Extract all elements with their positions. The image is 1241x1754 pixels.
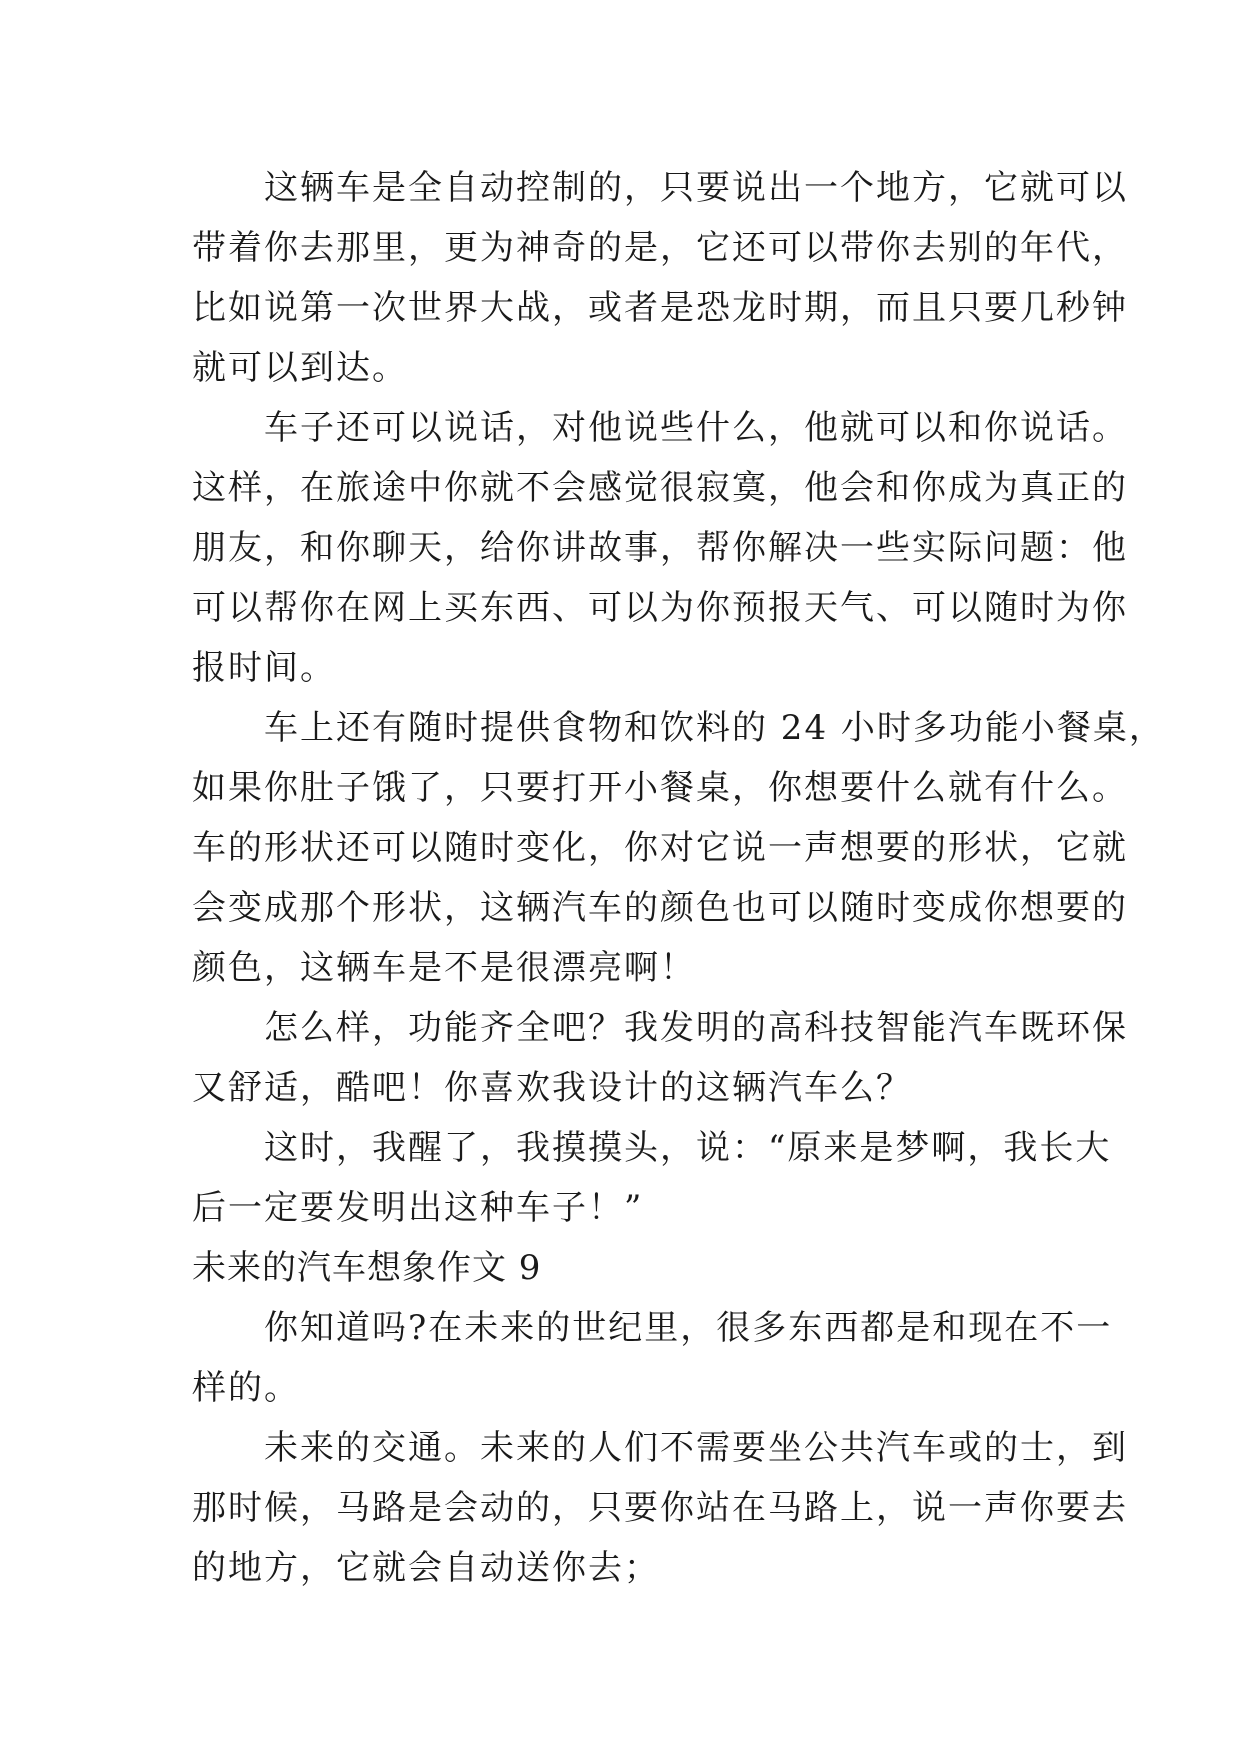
- text-line: 这辆车是全自动控制的，只要说出一个地方，它就可以: [192, 168, 1128, 208]
- text-line: 这样，在旅途中你就不会感觉很寂寞，他会和你成为真正的: [192, 468, 1128, 508]
- text-line: 你知道吗?在未来的世纪里，很多东西都是和现在不一: [192, 1308, 1113, 1348]
- text-line: 的地方，它就会自动送你去；: [192, 1548, 660, 1588]
- text-line: 车上还有随时提供食物和饮料的 24 小时多功能小餐桌，: [192, 708, 1165, 748]
- paragraph: [192, 158, 1128, 398]
- text-line: 带着你去那里，更为神奇的是，它还可以带你去别的年代，: [192, 228, 1128, 268]
- paragraph: [192, 1298, 1113, 1418]
- text-line: 又舒适，酷吧！你喜欢我设计的这辆汽车么？: [192, 1068, 912, 1108]
- text-line: 比如说第一次世界大战，或者是恐龙时期，而且只要几秒钟: [192, 288, 1128, 328]
- text-line: 那时候，马路是会动的，只要你站在马路上，说一声你要去: [192, 1488, 1128, 1528]
- paragraph: [192, 1118, 1112, 1238]
- text-line: 未来的交通。未来的人们不需要坐公共汽车或的士，到: [192, 1428, 1128, 1468]
- text-line: 朋友，和你聊天，给你讲故事，帮你解决一些实际问题：他: [192, 528, 1128, 568]
- text-line: 车的形状还可以随时变化，你对它说一声想要的形状，它就: [192, 828, 1128, 868]
- text-line: 颜色，这辆车是不是很漂亮啊！: [192, 948, 696, 988]
- text-line: 可以帮你在网上买东西、可以为你预报天气、可以随时为你: [192, 588, 1128, 628]
- section-title: 未来的汽车想象作文 9: [192, 1248, 542, 1288]
- paragraph: [192, 998, 1128, 1118]
- paragraph: [192, 398, 1128, 698]
- text-line: 车子还可以说话，对他说些什么，他就可以和你说话。: [192, 408, 1128, 448]
- text-line: 会变成那个形状，这辆汽车的颜色也可以随时变成你想要的: [192, 888, 1128, 928]
- text-line: 这时，我醒了，我摸摸头，说：“原来是梦啊，我长大: [192, 1128, 1112, 1168]
- text-line: 样的。: [192, 1368, 300, 1408]
- text-line: 怎么样，功能齐全吧？我发明的高科技智能汽车既环保: [192, 1008, 1128, 1048]
- document-body: [192, 158, 1165, 1598]
- paragraph: [192, 698, 1165, 998]
- text-line: 如果你肚子饿了，只要打开小餐桌，你想要什么就有什么。: [192, 768, 1128, 808]
- paragraph: [192, 1418, 1128, 1598]
- text-line: 就可以到达。: [192, 348, 408, 388]
- text-line: 后一定要发明出这种车子！”: [192, 1188, 644, 1228]
- text-line: 报时间。: [192, 648, 336, 688]
